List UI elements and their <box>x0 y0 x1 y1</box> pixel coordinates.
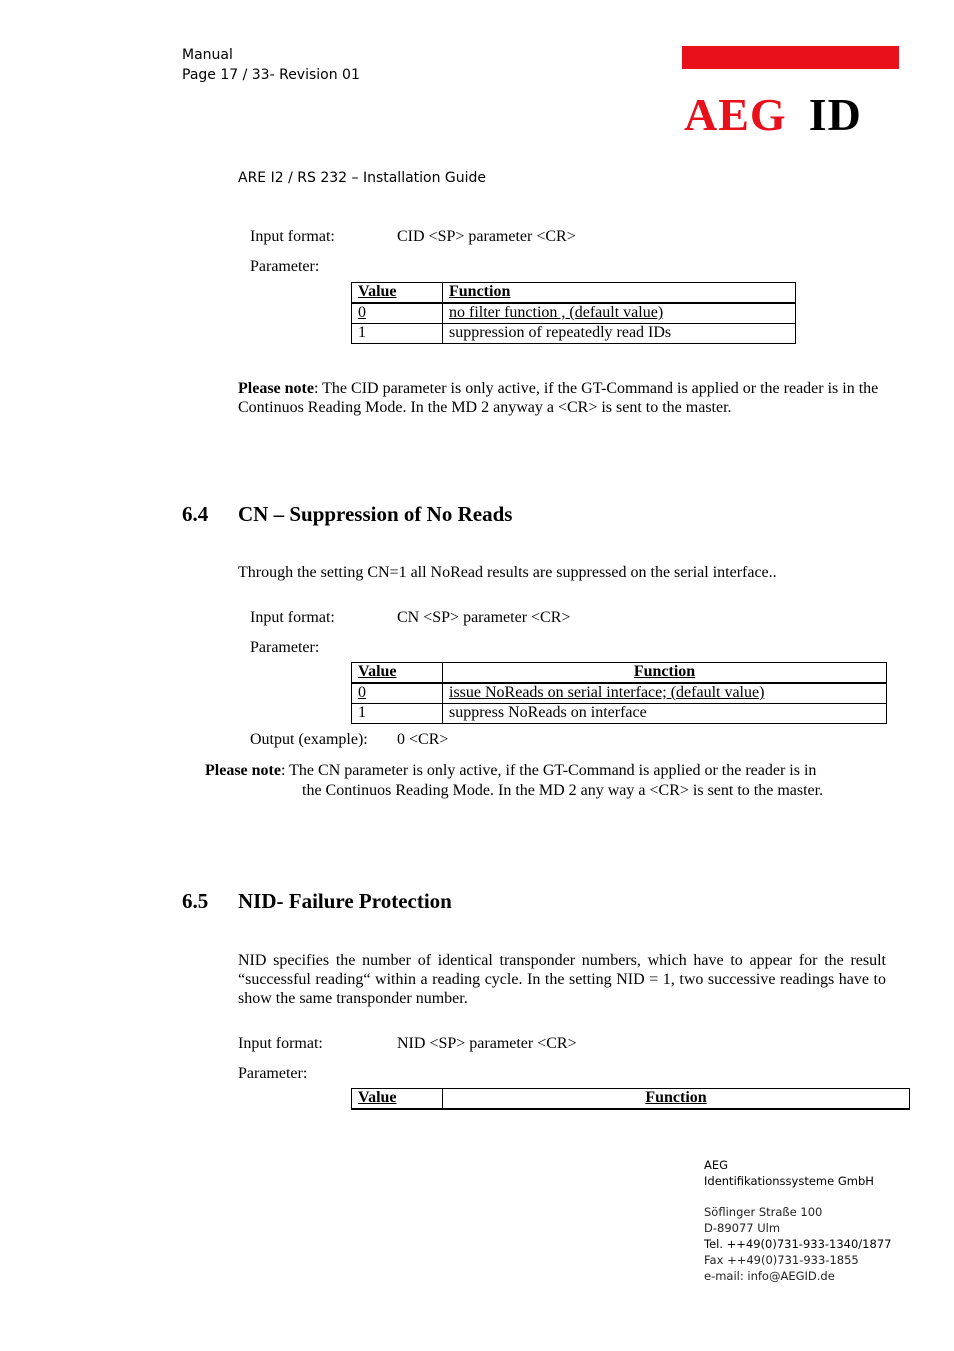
footer-email: e-mail: info@AEGID.de <box>704 1269 835 1283</box>
nid-input-value: NID <SP> parameter <CR> <box>397 1035 577 1052</box>
table-header-value: Value <box>352 1089 443 1110</box>
table-cell: no filter function , (default value) <box>443 303 796 324</box>
table-header-row <box>352 663 887 684</box>
cn-param-table <box>351 662 887 724</box>
page-info: Page 17 / 33- Revision 01 <box>182 67 360 83</box>
table-header-function: Function <box>443 283 796 304</box>
table-header-row <box>352 283 796 304</box>
footer-street: Söflinger Straße 100 <box>704 1205 823 1219</box>
table-cell: 0 <box>352 683 443 704</box>
footer-company-2: Identifikationssysteme GmbH <box>704 1174 874 1188</box>
logo-aeg: AEG <box>684 89 787 140</box>
cid-input-label: Input format: <box>250 228 335 245</box>
table-cell: 1 <box>352 704 443 724</box>
cn-output-label: Output (example): <box>250 731 368 748</box>
note-bold: Please note <box>238 380 314 397</box>
cid-param-label: Parameter: <box>250 258 320 275</box>
footer-company-1: AEG <box>704 1158 729 1172</box>
table-cell: 0 <box>352 303 443 324</box>
section-number: 6.4 <box>182 502 209 526</box>
cid-input-value: CID <SP> parameter <CR> <box>397 228 576 245</box>
table-row <box>352 324 796 344</box>
nid-param-table <box>351 1088 910 1110</box>
table-cell: 1 <box>352 324 443 344</box>
cn-param-label: Parameter: <box>250 639 320 656</box>
logo-bar <box>682 46 899 69</box>
footer-tel: Tel. ++49(0)731-933-1340/1877 <box>704 1237 892 1251</box>
section-number: 6.5 <box>182 889 209 913</box>
note-bold: Please note <box>205 762 281 779</box>
table-cell: suppression of repeatedly read IDs <box>443 324 796 344</box>
table-cell: suppress NoReads on interface <box>443 704 887 724</box>
doc-type: Manual <box>182 47 233 63</box>
table-row <box>352 303 796 324</box>
cid-param-table <box>351 282 796 344</box>
logo-id: ID <box>808 89 862 140</box>
table-header-function: Function <box>443 663 887 684</box>
cn-note-line1 <box>205 761 816 780</box>
table-header-value: Value <box>352 663 443 684</box>
nid-input-label: Input format: <box>238 1035 323 1052</box>
cn-output-value: 0 <CR> <box>397 731 449 748</box>
cn-input-value: CN <SP> parameter <CR> <box>397 609 571 626</box>
table-row <box>352 683 887 704</box>
section-intro: NID specifies the number of identical transponder numbers, which have to appear for the result “successful reading“ within a reading cycle. In the setting NID = 1, two successive readings have to show the same transponder number. <box>238 952 886 1007</box>
footer-fax: Fax ++49(0)731-933-1855 <box>704 1253 859 1267</box>
section-title: CN – Suppression of No Reads <box>238 502 513 526</box>
note-text: : The CID parameter is only active, if the GT-Command is applied or the reader is in the Continuos Reading Mode. In the MD 2 anyway a <CR> is sent to the master. <box>238 380 879 416</box>
table-cell: issue NoReads on serial interface; (default value) <box>443 683 887 704</box>
table-header-value: Value <box>352 283 443 304</box>
section-intro: Through the setting CN=1 all NoRead results are suppressed on the serial interface.. <box>238 564 777 581</box>
table-row <box>352 704 887 724</box>
cid-note <box>238 379 906 417</box>
section-title: NID- Failure Protection <box>238 889 452 913</box>
note-text: : The CN parameter is only active, if the GT-Command is applied or the reader is in <box>280 762 817 779</box>
cn-input-label: Input format: <box>250 609 335 626</box>
table-header-function: Function <box>443 1089 910 1110</box>
company-logo <box>684 88 862 141</box>
table-header-row <box>352 1089 910 1110</box>
doc-subtitle: ARE I2 / RS 232 – Installation Guide <box>238 170 487 186</box>
footer-city: D-89077 Ulm <box>704 1221 781 1235</box>
nid-param-label: Parameter: <box>238 1065 308 1082</box>
cn-note-line2: the Continuos Reading Mode. In the MD 2 any way a <CR> is sent to the master. <box>302 782 824 799</box>
